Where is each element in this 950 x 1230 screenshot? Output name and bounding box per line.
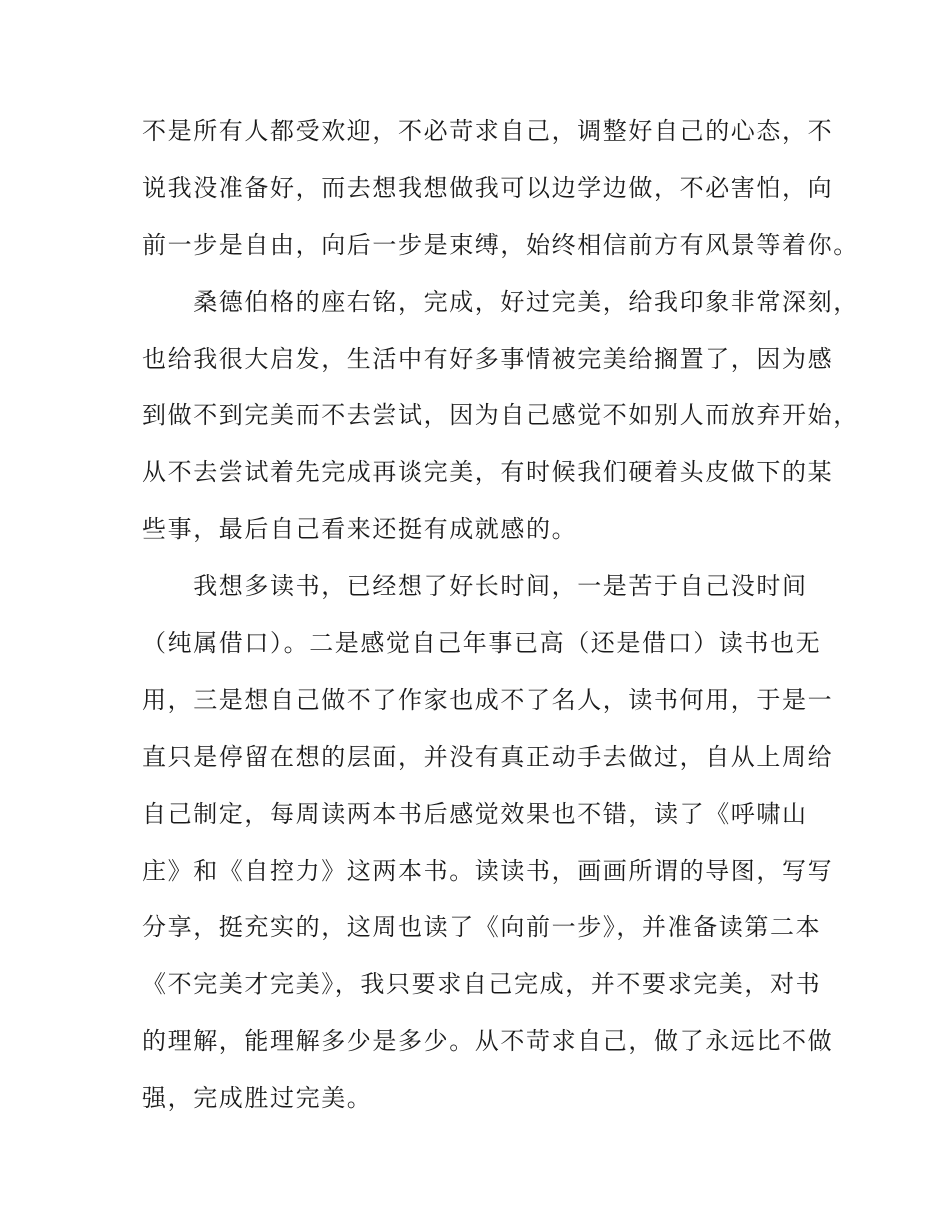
text-line: （纯属借口）。二是感觉自己年事已高（还是借口）读书也无 [142, 629, 822, 658]
text-line: 强，完成胜过完美。 [142, 1084, 373, 1113]
text-line: 《不完美才完美》，我只要求自己完成，并不要求完美，对书 [142, 970, 822, 999]
text-line: 直只是停留在想的层面，并没有真正动手去做过，自从上周给 [142, 742, 834, 771]
text-line: 从不去尝试着先完成再谈完美，有时候我们硬着头皮做下的某 [142, 458, 834, 487]
text-line: 庄》和《自控力》这两本书。读读书，画画所谓的导图，写写 [142, 856, 834, 885]
text-line: 也给我很大启发，生活中有好多事情被完美给搁置了，因为感 [142, 344, 834, 373]
text-line: 到做不到完美而不去尝试，因为自己感觉不如别人而放弃开始， [142, 401, 859, 430]
text-line: 桑德伯格的座右铭，完成，好过完美，给我印象非常深刻， [142, 287, 859, 316]
text-line: 我想多读书，已经想了好长时间，一是苦于自己没时间 [142, 572, 808, 601]
text-line: 些事，最后自己看来还挺有成就感的。 [142, 515, 578, 544]
text-line: 说我没准备好，而去想我想做我可以边学边做，不必害怕，向 [142, 173, 834, 202]
text-line: 用，三是想自己做不了作家也成不了名人，读书何用，于是一 [142, 685, 834, 714]
text-line: 的理解，能理解多少是多少。从不苛求自己，做了永远比不做 [142, 1027, 834, 1056]
text-line: 前一步是自由，向后一步是束缚，始终相信前方有风景等着你。 [142, 230, 859, 259]
text-line: 不是所有人都受欢迎，不必苛求自己，调整好自己的心态，不 [142, 117, 834, 145]
body-text [142, 103, 859, 1127]
text-line: 分享，挺充实的，这周也读了《向前一步》，并准备读第二本 [142, 913, 822, 942]
text-line: 自己制定，每周读两本书后感觉效果也不错，读了《呼啸山 [142, 799, 808, 828]
